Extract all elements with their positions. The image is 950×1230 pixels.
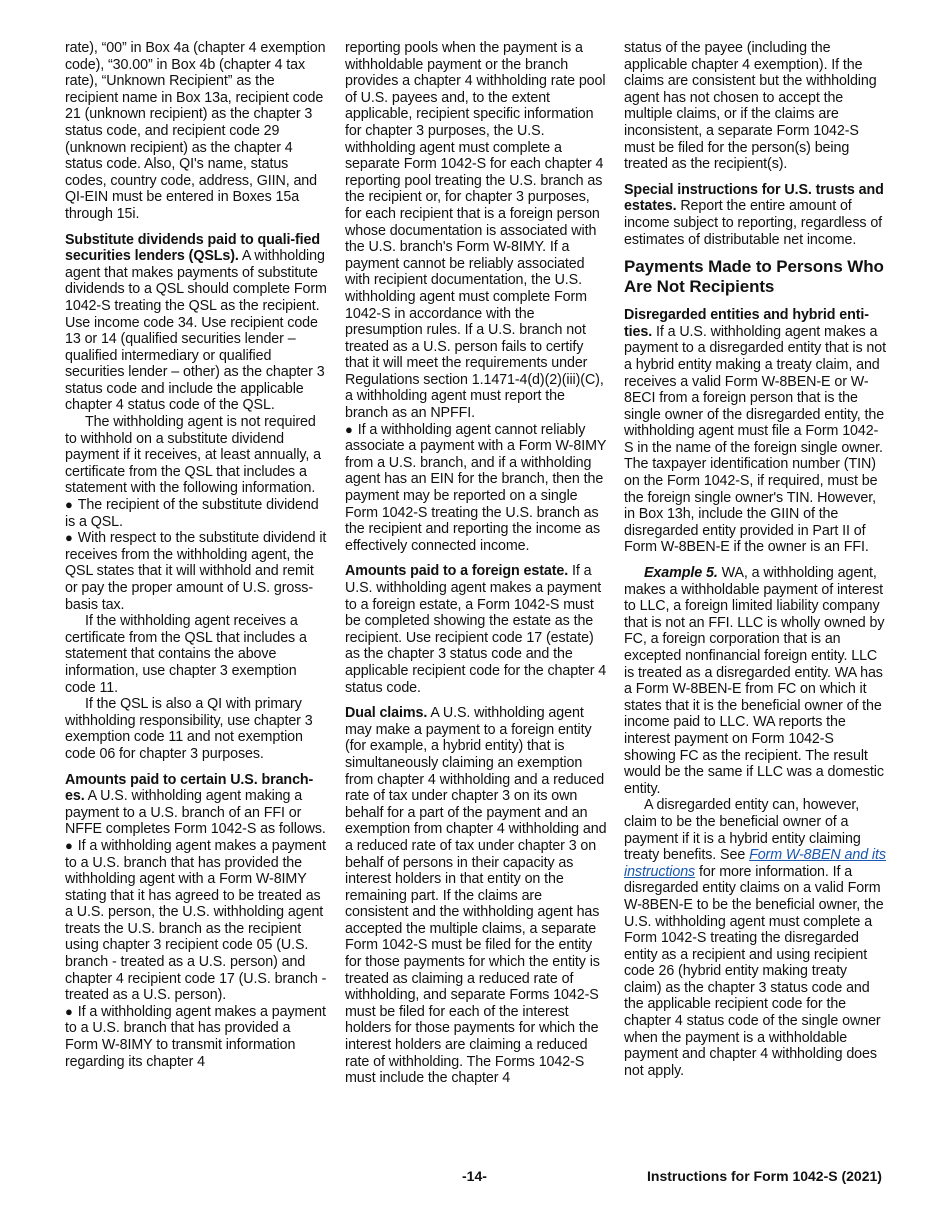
list-item-text: With respect to the substitute dividend it receives from the withholding agent, the QSL states that it will withhold and remit or pay the proper amount of U.S. gross-basis tax. (65, 530, 327, 613)
paragraph: rate), “00” in Box 4a (chapter 4 exemption code), “30.00” in Box 4b (chapter 4 tax rate), “Unknown Recipient” as the recipient name in Box 13a, recipient code 21 (unknown recipient) as the chapter 3 status code, and recipient code 29 (unknown recipient) as the chapter 4 status code. Also, QI's name, status codes, country code, address, GIIN, and QI-EIN must be entered in Boxes 15a through 15i. (65, 40, 326, 222)
column-3 (624, 40, 886, 1079)
subheading: Special instructions for U.S. trusts and estates. (624, 181, 884, 215)
paragraph (624, 565, 886, 797)
paragraph-text: If a U.S. withholding agent makes a payment to a foreign estate, a Form 1042-S must be completed showing the estate as the recipient. Use recipient code 17 (estate) as the chapter 3 status code and the applicable recipient code for the chapter 4 status code. (345, 563, 607, 696)
list-item (345, 422, 607, 555)
subheading: Dual claims. (345, 705, 428, 722)
paragraph (65, 772, 327, 838)
subheading: Amounts paid to certain U.S. branch-es. (65, 771, 314, 805)
paragraph: reporting pools when the payment is a withholdable payment or the branch provides a chapter 4 withholding rate pool of U.S. payees and, to the extent applicable, recipient specific information for chapter 3 purposes, the U.S. withholding agent must complete a separate Form 1042-S for each chapter 4 reporting pool treating the U.S. branch as the recipient or, for chapter 3 purposes, for each recipient that is a foreign person whose documentation is associated with the U.S. branch's Form W-8IMY. If a payment cannot be reliably associated with recipient documentation, the U.S. withholding agent must complete Form 1042-S in accordance with the presumption rules. If a U.S. branch not treated as a U.S. person fails to certify that it will meet the requirements under Regulations section 1.1471-4(d)(2)(iii)(C), a withholding agent must report the branch as an NPFFI. (345, 40, 606, 422)
subheading: Amounts paid to a foreign estate. (345, 563, 569, 580)
paragraph-text: A U.S. withholding agent making a payment to a U.S. branch of an FFI or NFFE completes Form 1042-S as follows. (65, 788, 326, 838)
subheading: Substitute dividends paid to quali-fied securities lenders (QSLs). (65, 231, 321, 265)
paragraph-text: A withholding agent that makes payments of substitute dividends to a QSL should complete Form 1042-S treating the QSL as the recipient. Use income code 34. Use recipient code 13 or 14 (qualified securities lender – qualified intermediary or qualified securities lender – other) as the chapter 3 status code and include the applicable chapter 4 status code of the QSL. (65, 248, 327, 414)
paragraph (345, 705, 607, 1087)
paragraph-text: If a U.S. withholding agent makes a payment to a disregarded entity that is not a hybrid entity making a treaty claim, and receives a valid Form W-8BEN-E or W-8ECI from a foreign person that is the single owner of the disregarded entity, the withholding agent must file a Form 1042-S in the name of the foreign single owner. The taxpayer identification number (TIN) on the Form 1042-S, if required, must be the foreign single owner's TIN. However, in Box 13h, include the GIIN of the disregarded entity provided in Part II of Form W-8BEN-E if the owner is an FFI. (624, 323, 886, 556)
paragraph-text: A disregarded entity can, however, claim to be the beneficial owner of a payment if it is a hybrid entity claiming treaty benefits. See (624, 797, 861, 864)
paragraph: status of the payee (including the applicable chapter 4 exemption). If the claims are consistent but the withholding agent has not chosen to accept the multiple claims, or if the claims are inconsistent, a separate Form 1042-S must be filed for the person(s) being treated as the recipient(s). (624, 40, 877, 173)
paragraph: If the withholding agent receives a certificate from the QSL that includes a statement that contains the above information, use chapter 3 exemption code 11. (65, 613, 307, 696)
page-number: -14- (462, 1168, 487, 1184)
paragraph: If the QSL is also a QI with primary withholding responsibility, use chapter 3 exemption code 11 and not exemption code 06 for chapter 3 purposes. (65, 696, 313, 762)
list-item-text: If a withholding agent cannot reliably associate a payment with a Form W-8IMY from a U.S. branch, and if a withholding agent has an EIN for the branch, then the payment may be reported on a single Form 1042-S treating the U.S. branch as the recipient and reporting the income as effectively connected income. (345, 421, 607, 554)
list-item (65, 497, 327, 530)
list-item-text: If a withholding agent makes a payment to a U.S. branch that has provided the withholding agent with a Form W-8IMY stating that it has agreed to be treated as a U.S. person, the U.S. withholding agent treats the U.S. branch as the recipient using chapter 3 recipient code 05 (U.S. branch - treated as a U.S. person) and chapter 4 recipient code 17 (U.S. branch - treated as a U.S. person). (65, 837, 327, 1004)
footer-title: Instructions for Form 1042-S (2021) (647, 1168, 882, 1184)
example-label: Example 5. (644, 565, 718, 582)
list-item-text: The recipient of the substitute dividend is a QSL. (65, 497, 319, 530)
paragraph-text: for more information. If a disregarded entity claims on a valid Form W-8BEN-E to be the beneficial owner, the U.S. withholding agent must complete a Form 1042-S treating the disregarded entity as a recipient and using recipient code 26 (hybrid entity making treaty claim) as the chapter 3 status code and the applicable recipient code for the chapter 4 status code of the single owner when the payment is a withholdable payment and chapter 4 withholding does not apply. (624, 863, 884, 1079)
paragraph-text: WA, a withholding agent, makes a withholdable payment of interest to LLC, a foreign limited liability company that is not an FFI. LLC is wholly owned by FC, a foreign corporation that is an excepted nonfinancial foreign entity. LLC is treated as a disregarded entity. WA has a Form W-8BEN-E from FC on which it states that it is the beneficial owner of the income paid to LLC. WA reports the interest payment on Form 1042-S showing FC as the recipient. The result would be the same if LLC was a domestic entity. (624, 565, 885, 797)
form-w8ben-link[interactable]: Form W-8BEN and its instructions (624, 847, 886, 880)
bullet-icon: ● (65, 530, 73, 546)
paragraph (65, 232, 327, 415)
column-1 (65, 40, 327, 1070)
paragraph (624, 182, 886, 248)
bullet-icon: ● (345, 421, 353, 437)
bullet-icon: ● (65, 497, 73, 513)
subheading: Disregarded entities and hybrid enti-ties. (624, 307, 869, 340)
paragraph (624, 797, 886, 1079)
paragraph-text: Report the entire amount of income subject to reporting, regardless of estimates of distributable net income. (624, 198, 883, 248)
list-item (65, 530, 327, 613)
bullet-icon: ● (65, 1003, 73, 1019)
column-2 (345, 40, 607, 1096)
list-item (65, 838, 327, 1004)
section-heading: Payments Made to Persons Who Are Not Recipients (624, 257, 884, 297)
paragraph (624, 307, 886, 556)
bullet-icon: ● (65, 837, 73, 853)
paragraph (345, 563, 607, 696)
list-item-text: If a withholding agent makes a payment to a U.S. branch that has provided a Form W-8IMY to transmit information regarding its chapter 4 (65, 1003, 326, 1070)
paragraph-text: A U.S. withholding agent may make a payment to a foreign entity (for example, a hybrid entity) that is simultaneously claiming an exemption from chapter 4 withholding and a reduced rate of tax under chapter 3 on its own behalf for a part of the payment and an exemption from chapter 4 withholding and a reduced rate of tax under chapter 3 on behalf of persons in their capacity as interest holders in that entity on the remaining part. If the claims are consistent and the withholding agent has accepted the multiple claims, a separate Form 1042-S must be filed for the entity for those payments for which the entity is treated as claiming a reduced rate of withholding, and separate Forms 1042-S must be filed for each of the interest holders for those payments for which the interest holders are claiming a reduced rate of withholding. The Forms 1042-S must include the chapter 4 (345, 705, 607, 1087)
list-item (65, 1004, 327, 1070)
paragraph: The withholding agent is not required to withhold on a substitute dividend payment if it receives, at least annually, a certificate from the QSL that includes a statement with the following information. (65, 414, 321, 497)
